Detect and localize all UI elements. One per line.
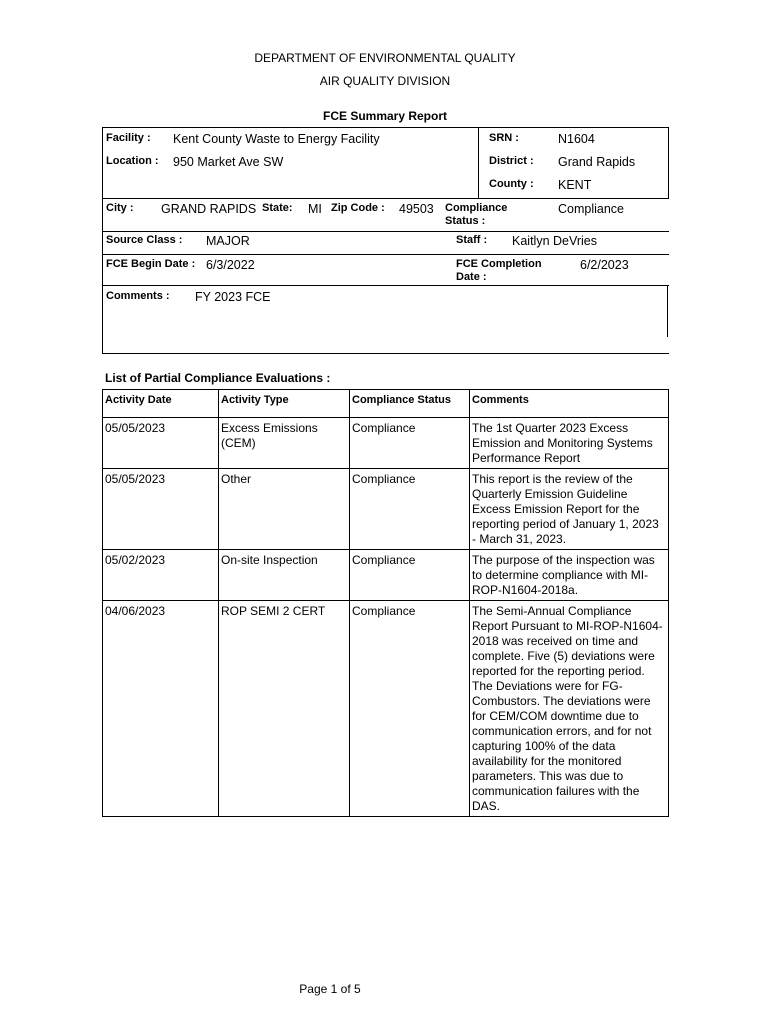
table-row: [103, 418, 669, 469]
row-2-status: Compliance: [350, 469, 470, 550]
row-4-comments: The Semi-Annual Compliance Report Pursuant to MI-ROP-N1604-2018 was received on time and complete. Five (5) deviations were reported for the reporting period. The Deviations were for FG-Combustors. The deviations were for CEM/COM downtime due to communication errors, and for not capturing 100% of the data availability for the monitored parameters. This was due to communication failures with the DAS.: [470, 601, 669, 817]
row-2-comments: This report is the review of the Quarterly Emission Guideline Excess Emission Report for the reporting period of January 1, 2023 - March 31, 2023.: [470, 469, 669, 550]
pce-table: [102, 389, 669, 817]
pce-section-title: List of Partial Compliance Evaluations :: [105, 371, 331, 385]
district-value: Grand Rapids: [558, 155, 636, 169]
county-label: County :: [489, 178, 534, 190]
department-title: DEPARTMENT OF ENVIRONMENTAL QUALITY: [254, 51, 516, 65]
comments-label: Comments :: [106, 290, 170, 302]
facility-box-line-3: [102, 254, 669, 255]
facility-box-line-4: [102, 285, 669, 286]
row-1-comments: The 1st Quarter 2023 Excess Emission and Monitoring Systems Performance Report: [470, 418, 669, 469]
location-value: 950 Market Ave SW: [173, 155, 284, 169]
table-row: [103, 601, 669, 817]
staff-value: Kaitlyn DeVries: [512, 234, 597, 248]
column-header-activity-date: Activity Date: [103, 390, 219, 418]
srn-value: N1604: [558, 132, 595, 146]
column-header-compliance-status: Compliance Status: [350, 390, 470, 418]
city-label: City :: [106, 202, 134, 214]
facility-box-line-1: [102, 198, 669, 199]
fce-begin-value: 6/3/2022: [206, 258, 255, 272]
state-value: MI: [308, 202, 322, 216]
fce-begin-label: FCE Begin Date :: [106, 258, 196, 270]
fce-completion-value: 6/2/2023: [580, 258, 629, 272]
facility-label: Facility :: [106, 132, 151, 144]
facility-box-right-upper: [668, 127, 669, 199]
row-3-type: On-site Inspection: [219, 550, 350, 601]
column-header-activity-type: Activity Type: [219, 390, 350, 418]
state-label: State:: [262, 202, 293, 214]
zip-value: 49503: [399, 202, 434, 216]
compliance-status-value: Compliance: [558, 202, 625, 216]
location-label: Location :: [106, 155, 159, 167]
report-title: FCE Summary Report: [322, 109, 448, 123]
city-value: GRAND RAPIDS: [161, 202, 257, 216]
table-row: [103, 550, 669, 601]
county-value: KENT: [558, 178, 592, 192]
row-4-status: Compliance: [350, 601, 470, 817]
row-4-type: ROP SEMI 2 CERT: [219, 601, 350, 817]
row-2-date: 05/05/2023: [103, 469, 219, 550]
facility-box-top: [102, 127, 669, 128]
compliance-status-label-line1: Compliance: [445, 202, 508, 214]
table-row: [103, 469, 669, 550]
fce-completion-label-line1: FCE Completion: [456, 258, 542, 270]
facility-box-right-lower: [667, 285, 668, 337]
table-header-row: [103, 390, 669, 418]
column-header-comments: Comments: [470, 390, 669, 418]
source-class-label: Source Class :: [106, 234, 183, 246]
facility-box-divider-vertical: [478, 127, 479, 199]
row-1-type: Excess Emissions (CEM): [219, 418, 350, 469]
source-class-value: MAJOR: [206, 234, 250, 248]
row-1-date: 05/05/2023: [103, 418, 219, 469]
row-1-status: Compliance: [350, 418, 470, 469]
row-3-date: 05/02/2023: [103, 550, 219, 601]
facility-box-left: [102, 127, 103, 354]
division-title: AIR QUALITY DIVISION: [319, 74, 451, 88]
fce-completion-label-line2: Date :: [456, 271, 487, 283]
district-label: District :: [489, 155, 534, 167]
facility-box-bottom: [102, 353, 669, 354]
facility-box-line-2: [102, 231, 669, 232]
staff-label: Staff :: [456, 234, 488, 246]
row-3-comments: The purpose of the inspection was to determine compliance with MI-ROP-N1604-2018a.: [470, 550, 669, 601]
compliance-status-label-line2: Status :: [445, 215, 486, 227]
zip-label: Zip Code :: [331, 202, 385, 214]
row-4-date: 04/06/2023: [103, 601, 219, 817]
row-2-type: Other: [219, 469, 350, 550]
page-number: Page 1 of 5: [299, 982, 361, 996]
row-3-status: Compliance: [350, 550, 470, 601]
comments-value: FY 2023 FCE: [195, 290, 271, 304]
facility-value: Kent County Waste to Energy Facility: [173, 132, 380, 146]
srn-label: SRN :: [489, 132, 519, 144]
